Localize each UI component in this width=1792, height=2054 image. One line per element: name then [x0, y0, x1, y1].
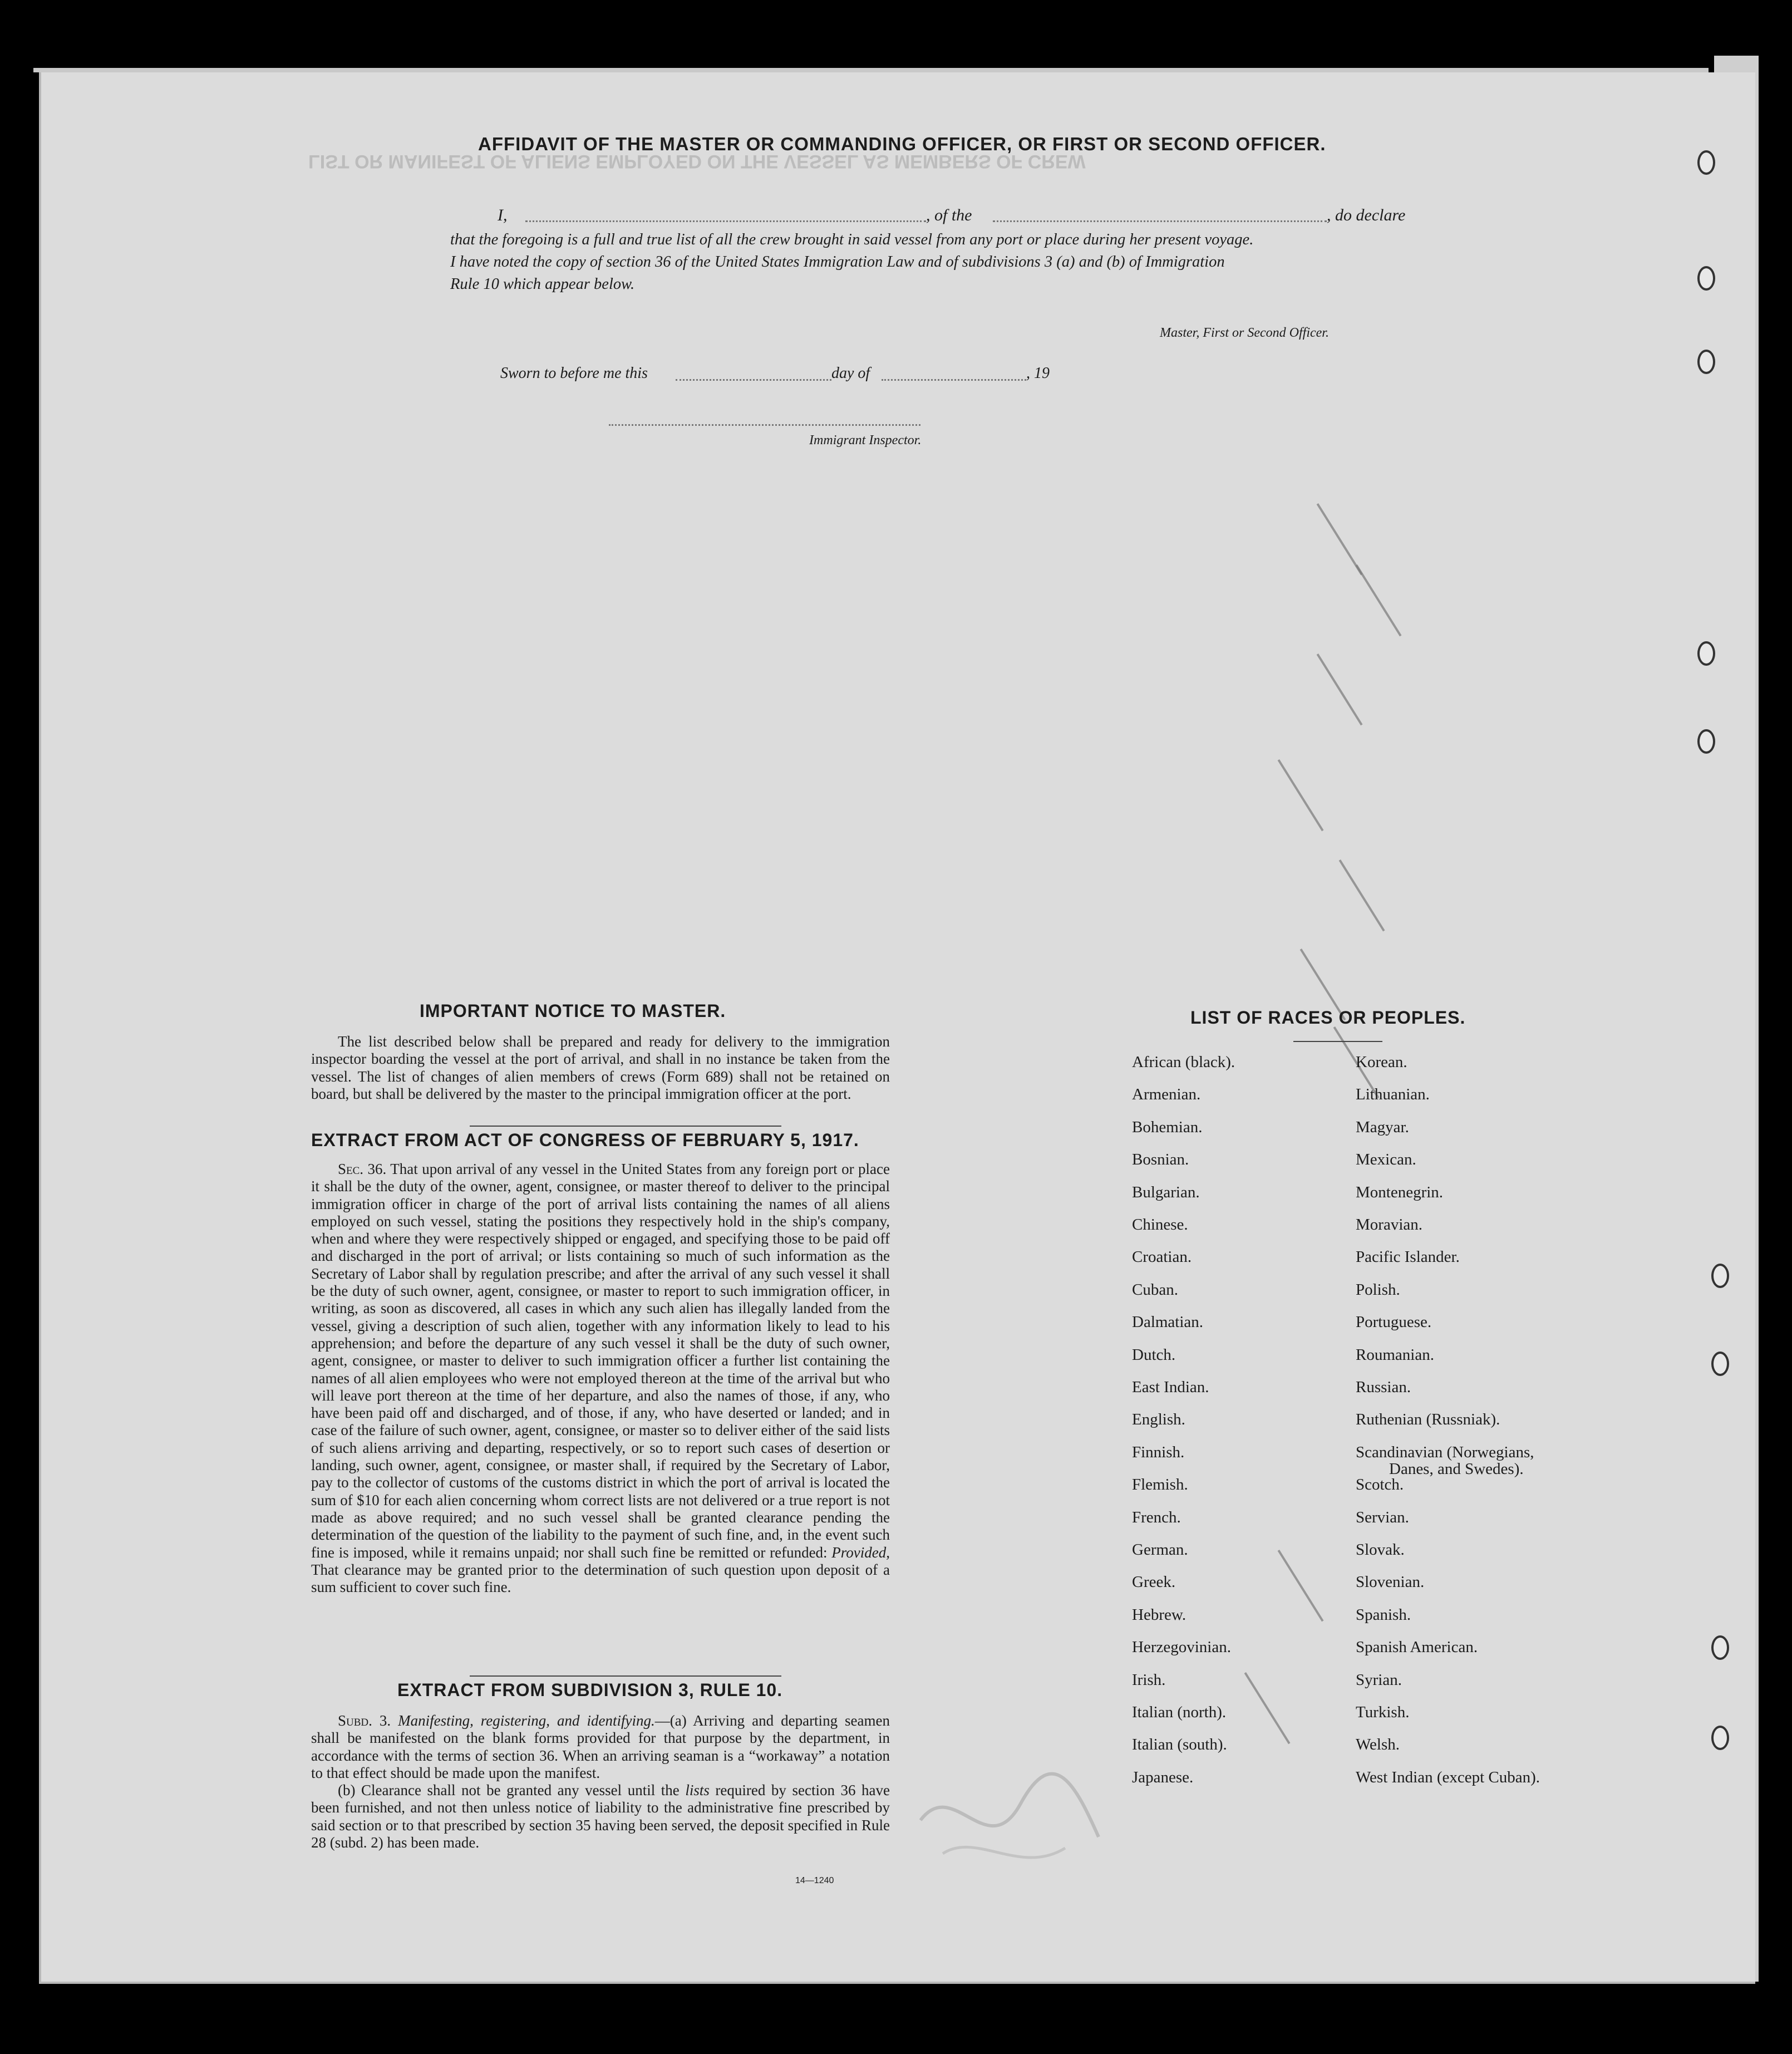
inspector-label: Immigrant Inspector. — [809, 433, 922, 448]
race-entry: Spanish American. — [1356, 1638, 1478, 1657]
race-entry: Dalmatian. — [1132, 1313, 1204, 1331]
inspector-signature-blank[interactable] — [609, 424, 920, 426]
race-entry: Finnish. — [1132, 1443, 1185, 1461]
race-entry: Hebrew. — [1132, 1605, 1187, 1624]
paper-stack-top-edge — [33, 68, 1709, 72]
binder-hole — [1711, 1726, 1729, 1750]
race-entry: East Indian. — [1132, 1378, 1209, 1396]
subd-para-b-rest: required by section 36 have been furnished, and not then unless notice of liability to the administrative fine prescribed by said section or to that prescribed by section 35 having been served, the deposit specified in Rule 28 (subd. 2) has been made. — [311, 1782, 890, 1851]
subd-label: Subd. 3. — [338, 1712, 391, 1729]
race-entry: Montenegrin. — [1356, 1183, 1444, 1201]
race-entry: Servian. — [1356, 1508, 1409, 1526]
race-entry: English. — [1132, 1411, 1185, 1429]
race-entry: Spanish. — [1356, 1605, 1411, 1624]
deponent-name-blank[interactable] — [525, 220, 926, 222]
races-title: LIST OF RACES OR PEOPLES. — [1190, 1008, 1466, 1028]
section-rule — [470, 1675, 781, 1677]
binder-hole — [1697, 350, 1715, 374]
vessel-name-blank[interactable] — [993, 220, 1327, 222]
race-entry: Portuguese. — [1356, 1313, 1432, 1331]
subdivision-text — [311, 1712, 890, 1851]
binder-hole — [1711, 1635, 1729, 1660]
subdivision-extract-title: EXTRACT FROM SUBDIVISION 3, RULE 10. — [397, 1680, 783, 1700]
subdivision-paragraph-b — [311, 1782, 890, 1851]
sec-36-body-end: That clearance may be granted prior to the determination of such question upon deposit of a sum sufficient to cover such fine. — [311, 1561, 890, 1596]
race-entry: Chinese. — [1132, 1216, 1188, 1234]
affidavit-line-3: I have noted the copy of section 36 of the United States Immigration Law and of subdivisions 3 (a) and (b) of Immigration — [450, 253, 1225, 271]
day-of-label: day of — [831, 365, 870, 382]
race-entry: French. — [1132, 1508, 1181, 1526]
race-entry: Magyar. — [1356, 1118, 1409, 1136]
race-entry: Armenian. — [1132, 1085, 1201, 1104]
provided-label: Provided, — [831, 1544, 890, 1561]
race-entry: Polish. — [1356, 1280, 1400, 1299]
master-signature-label: Master, First or Second Officer. — [1160, 326, 1329, 340]
race-entry: Slovak. — [1356, 1541, 1405, 1559]
pencil-check-mark — [1317, 650, 1370, 726]
pencil-check-mark — [1278, 755, 1331, 832]
race-entry: Turkish. — [1356, 1703, 1410, 1721]
race-entry: Ruthenian (Russniak). — [1356, 1411, 1500, 1429]
race-entry: Italian (north). — [1132, 1703, 1227, 1721]
affidavit-declare-label: , do declare — [1327, 206, 1406, 224]
race-entry: Japanese. — [1132, 1768, 1194, 1786]
subd-para-b-lists: lists — [685, 1782, 710, 1799]
race-entry: Dutch. — [1132, 1345, 1176, 1364]
race-entry: Herzegovinian. — [1132, 1638, 1231, 1657]
race-entry: Scandinavian (Norwegians, — [1356, 1443, 1534, 1461]
binder-hole — [1711, 1264, 1729, 1288]
sec-36-body: That upon arrival of any vessel in the United States from any foreign port or place it shall be the duty of the owner, agent, consignee, or master thereof to deliver to the principal immigration officer in charge of the port of arrival lists containing the names of all aliens employed on such vessel, stating the positions they respectively hold in the ship's company, when and where they were respectively shipped or engaged, and specifying those to be paid off and discharged in the port of arrival; or lists containing so much of such information as the Secretary of Labor shall by regulation prescribe; and after the arrival of any such vessel it shall be the duty of such owner, agent, consignee, or master to report to such immigration officer, in writing, as soon as discovered, all cases in which any such alien has illegally landed from the vessel, giving a description of such alien, together with any information likely to lead to his apprehension; and before the departure of any such vessel it shall be the duty of such owner, agent, consignee, or master to deliver to such immigration officer a further list containing the names of all alien employees who were not employed thereon at the time of the arrival but who will leave port thereon at the time of her departure, and also the names of those, if any, who have been paid off and discharged, and of those, if any, who have deserted or landed; and in case of the failure of such owner, agent, consignee, or master so to deliver either of the said lists of such aliens arriving and departing, respectively, or so to report such cases of desertion or landing, such owner, agent, consignee, or master shall, if required by the Secretary of Labor, pay to the collector of customs of the customs district in which the port of arrival is located the sum of $10 for each alien concerning whom correct lists are not delivered or a true report is not made as above required; and no such vessel shall be granted clearance pending the determination of the question of the liability to the payment of such fine, and, in the event such fine is imposed, while it remains unpaid; nor shall such fine be remitted or refunded: — [311, 1161, 890, 1561]
race-entry: Pacific Islander. — [1356, 1248, 1460, 1266]
sworn-day-blank[interactable] — [676, 379, 831, 381]
race-entry: Moravian. — [1356, 1216, 1422, 1234]
race-entry: Italian (south). — [1132, 1736, 1227, 1754]
subd-para-b-prefix: (b) Clearance shall not be granted any vessel until the — [338, 1782, 680, 1799]
manifest-back-page — [39, 72, 1755, 1984]
bleed-through-heading: LIST OR MANIFEST OF ALIENS EMPLOYED ON THE VESSEL AS MEMBERS OF CREW — [308, 151, 1086, 172]
race-entry: German. — [1132, 1541, 1188, 1559]
binder-hole — [1711, 1352, 1729, 1376]
binder-hole — [1697, 641, 1715, 666]
affidavit-line-4: Rule 10 which appear below. — [450, 276, 635, 293]
affidavit-of-the-label: , of the — [926, 206, 972, 224]
act-extract-title: EXTRACT FROM ACT OF CONGRESS OF FEBRUARY 5, 1917. — [311, 1130, 859, 1150]
affidavit-title: AFFIDAVIT OF THE MASTER OR COMMANDING OFFICER, OR FIRST OR SECOND OFFICER. — [478, 134, 1326, 154]
subd-para-a: —(a) Arriving and departing seamen shall be manifested on the blank forms provided for that purpose by the department, in accordance with the terms of section 36. When an arriving seaman is a “workaway” a notation to that effect should be made upon the manifest. — [311, 1712, 890, 1781]
race-entry: Bosnian. — [1132, 1151, 1189, 1169]
pencil-check-mark — [1339, 856, 1392, 932]
sec-label: Sec. 36. — [338, 1161, 387, 1177]
subd-heading: Manifesting, registering, and identifying. — [398, 1712, 655, 1729]
binder-hole — [1697, 150, 1715, 175]
notice-paragraph: The list described below shall be prepared and ready for delivery to the immigration inspector boarding the vessel at the port of arrival, and shall in no instance be taken from the vessel. The list of changes of alien members of crews (Form 689) shall not be retained on board, but shall be delivered by the master to the principal immigration officer at the port. — [311, 1033, 890, 1102]
binder-hole — [1697, 266, 1715, 291]
race-entry: Cuban. — [1132, 1280, 1178, 1299]
sworn-month-blank[interactable] — [882, 379, 1026, 381]
race-entry: Slovenian. — [1356, 1573, 1425, 1591]
race-entry: Croatian. — [1132, 1248, 1192, 1266]
race-entry: Irish. — [1132, 1670, 1166, 1689]
notice-body — [311, 1033, 890, 1103]
races-title-rule — [1293, 1041, 1382, 1042]
affidavit-line-2: that the foregoing is a full and true list of all the crew brought in said vessel from any port or place during her present voyage. — [450, 231, 1254, 248]
race-entry: Korean. — [1356, 1053, 1407, 1071]
race-entry: African (black). — [1132, 1053, 1235, 1071]
race-entry: Scotch. — [1356, 1476, 1404, 1494]
race-entry: Welsh. — [1356, 1736, 1400, 1754]
race-entry: Lithuanian. — [1356, 1085, 1430, 1104]
race-entry: Syrian. — [1356, 1670, 1402, 1689]
binder-hole — [1697, 729, 1715, 754]
race-entry: Roumanian. — [1356, 1345, 1434, 1364]
race-entry: Bulgarian. — [1132, 1183, 1200, 1201]
race-entry: Flemish. — [1132, 1476, 1188, 1494]
race-entry: Mexican. — [1356, 1151, 1416, 1169]
race-entry: West Indian (except Cuban). — [1356, 1768, 1540, 1786]
notice-title: IMPORTANT NOTICE TO MASTER. — [420, 1001, 726, 1021]
faint-signature — [909, 1753, 1110, 1887]
form-number: 14—1240 — [795, 1876, 834, 1885]
sworn-label: Sworn to before me this — [500, 365, 648, 382]
race-entry: Bohemian. — [1132, 1118, 1203, 1136]
affidavit-i-label: I, — [498, 206, 508, 224]
pencil-check-mark — [1278, 1546, 1331, 1622]
race-entry: Greek. — [1132, 1573, 1176, 1591]
subdivision-paragraph-a — [311, 1712, 890, 1782]
act-section-36-text — [311, 1161, 890, 1596]
section-rule — [470, 1126, 781, 1127]
pencil-check-mark — [1244, 1668, 1297, 1745]
year-label: , 19 — [1026, 365, 1050, 382]
race-entry: Danes, and Swedes). — [1389, 1460, 1524, 1478]
race-entry: Russian. — [1356, 1378, 1411, 1396]
pencil-check-mark — [1356, 561, 1409, 637]
act-paragraph — [311, 1161, 890, 1596]
